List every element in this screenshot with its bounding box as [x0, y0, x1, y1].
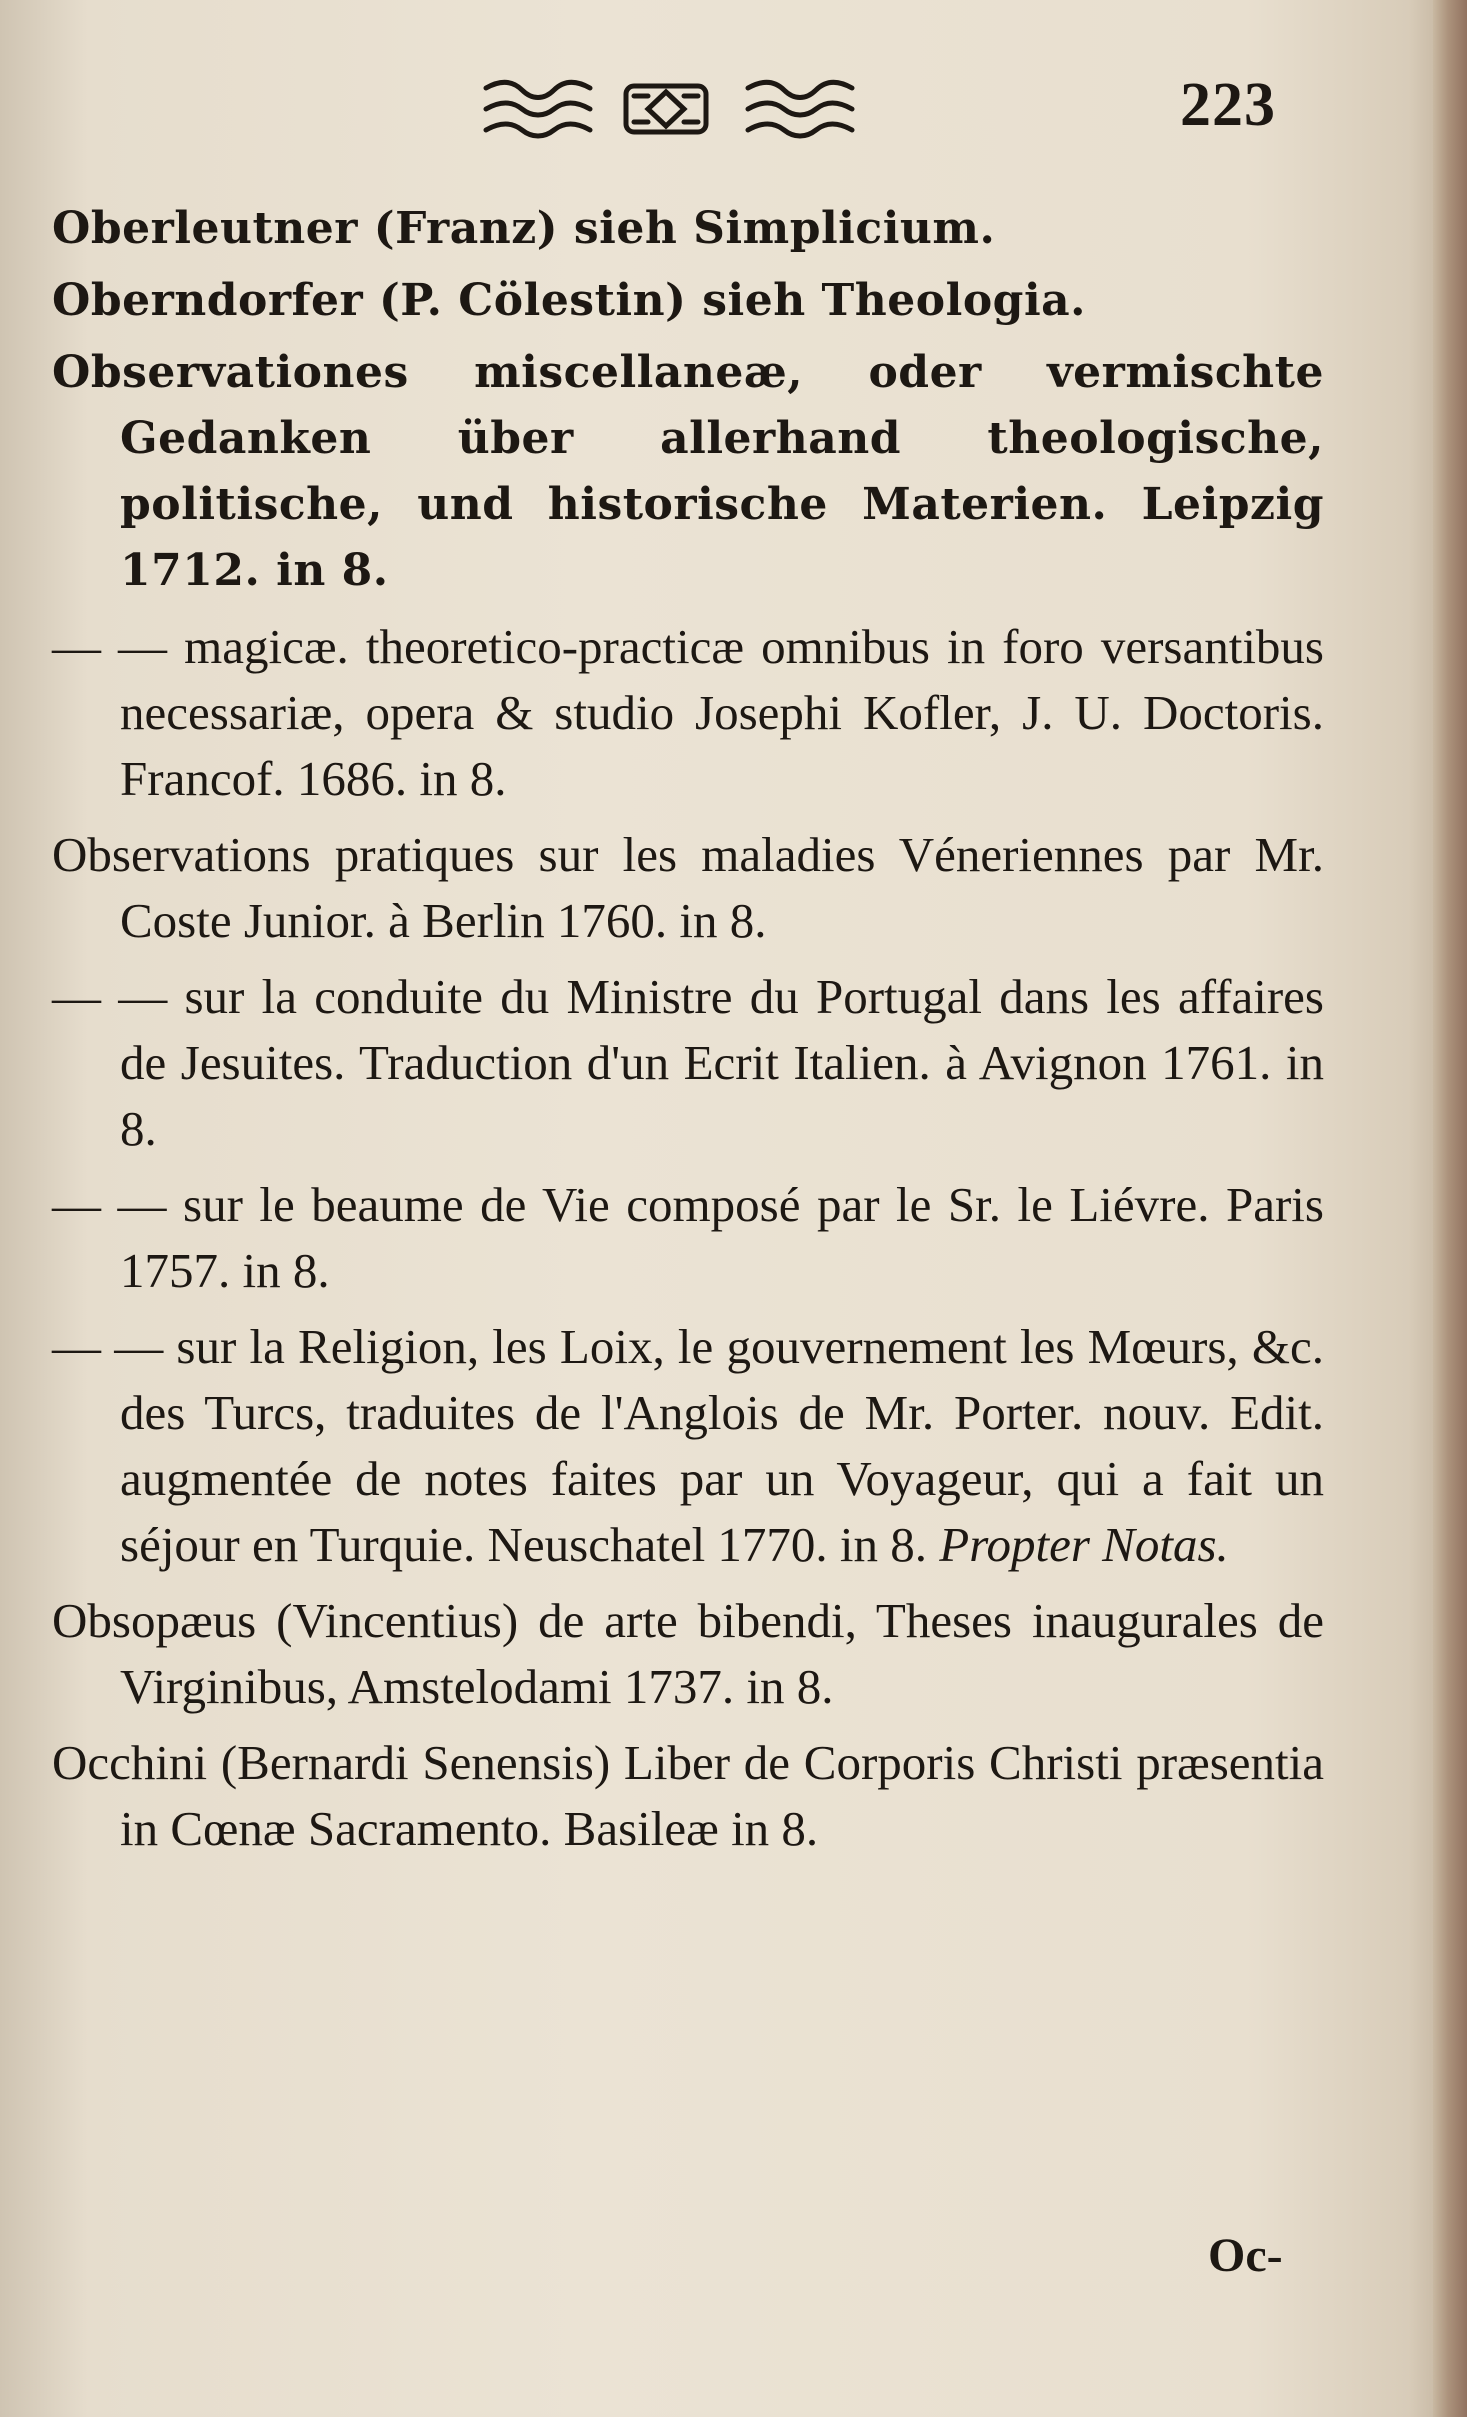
- entry-beaume-de-vie: — — sur le beaume de Vie composé par le Sr. le Liévre. Paris 1757. in 8.: [52, 1177, 1324, 1298]
- entry-occhini: Occhini (Bernardi Senensis) Liber de Corporis Christi præsentia in Cœnæ Sacramento. Basileæ in 8.: [52, 1735, 1324, 1856]
- catchword: Oc-: [1208, 2229, 1283, 2282]
- page-edge: [1433, 0, 1467, 2417]
- entry-observationes-miscellaneae: Observationes miscellaneæ, oder vermischte Gedanken über allerhand theologische, politische, und historische Materien. Leipzig 1712. in 8.: [52, 347, 1324, 596]
- page-header: [0, 70, 1467, 160]
- bibliography-entries: [52, 196, 1324, 1872]
- ornament-icon: [478, 78, 862, 140]
- entry-oberndorfer: Oberndorfer (P. Cölestin) sieh Theologia.: [52, 275, 1086, 326]
- entry-observationes-magicae: — — magicæ. theoretico-practicæ omnibus in foro versantibus necessariæ, opera & studio Josephi Kofler, J. U. Doctoris. Francof. 1686. in 8.: [52, 619, 1324, 806]
- page-number: 223: [1180, 71, 1276, 139]
- entry-conduite-ministre: — — sur la conduite du Ministre du Portugal dans les affaires de Jesuites. Traduction d'un Ecrit Italien. à Avignon 1761. in 8.: [52, 969, 1324, 1156]
- entry-obsopaeus: Obsopæus (Vincentius) de arte bibendi, Theses inaugurales de Virginibus, Amstelodami 1737. in 8.: [52, 1593, 1324, 1714]
- entry-religion-des-turcs: — — sur la Religion, les Loix, le gouvernement les Mœurs, &c. des Turcs, traduites de l'Anglois de Mr. Porter. nouv. Edit. augmentée de notes faites par un Voyageur, qui a fait un séjour en Turquie. Neuschatel 1770. in 8. Propter Notas.: [52, 1319, 1324, 1572]
- entry-oberleutner: Oberleutner (Franz) sieh Simplicium.: [52, 203, 996, 254]
- entry-note: Propter Notas.: [939, 1517, 1229, 1572]
- entry-observations-pratiques: Observations pratiques sur les maladies Véneriennes par Mr. Coste Junior. à Berlin 1760. in 8.: [52, 827, 1324, 948]
